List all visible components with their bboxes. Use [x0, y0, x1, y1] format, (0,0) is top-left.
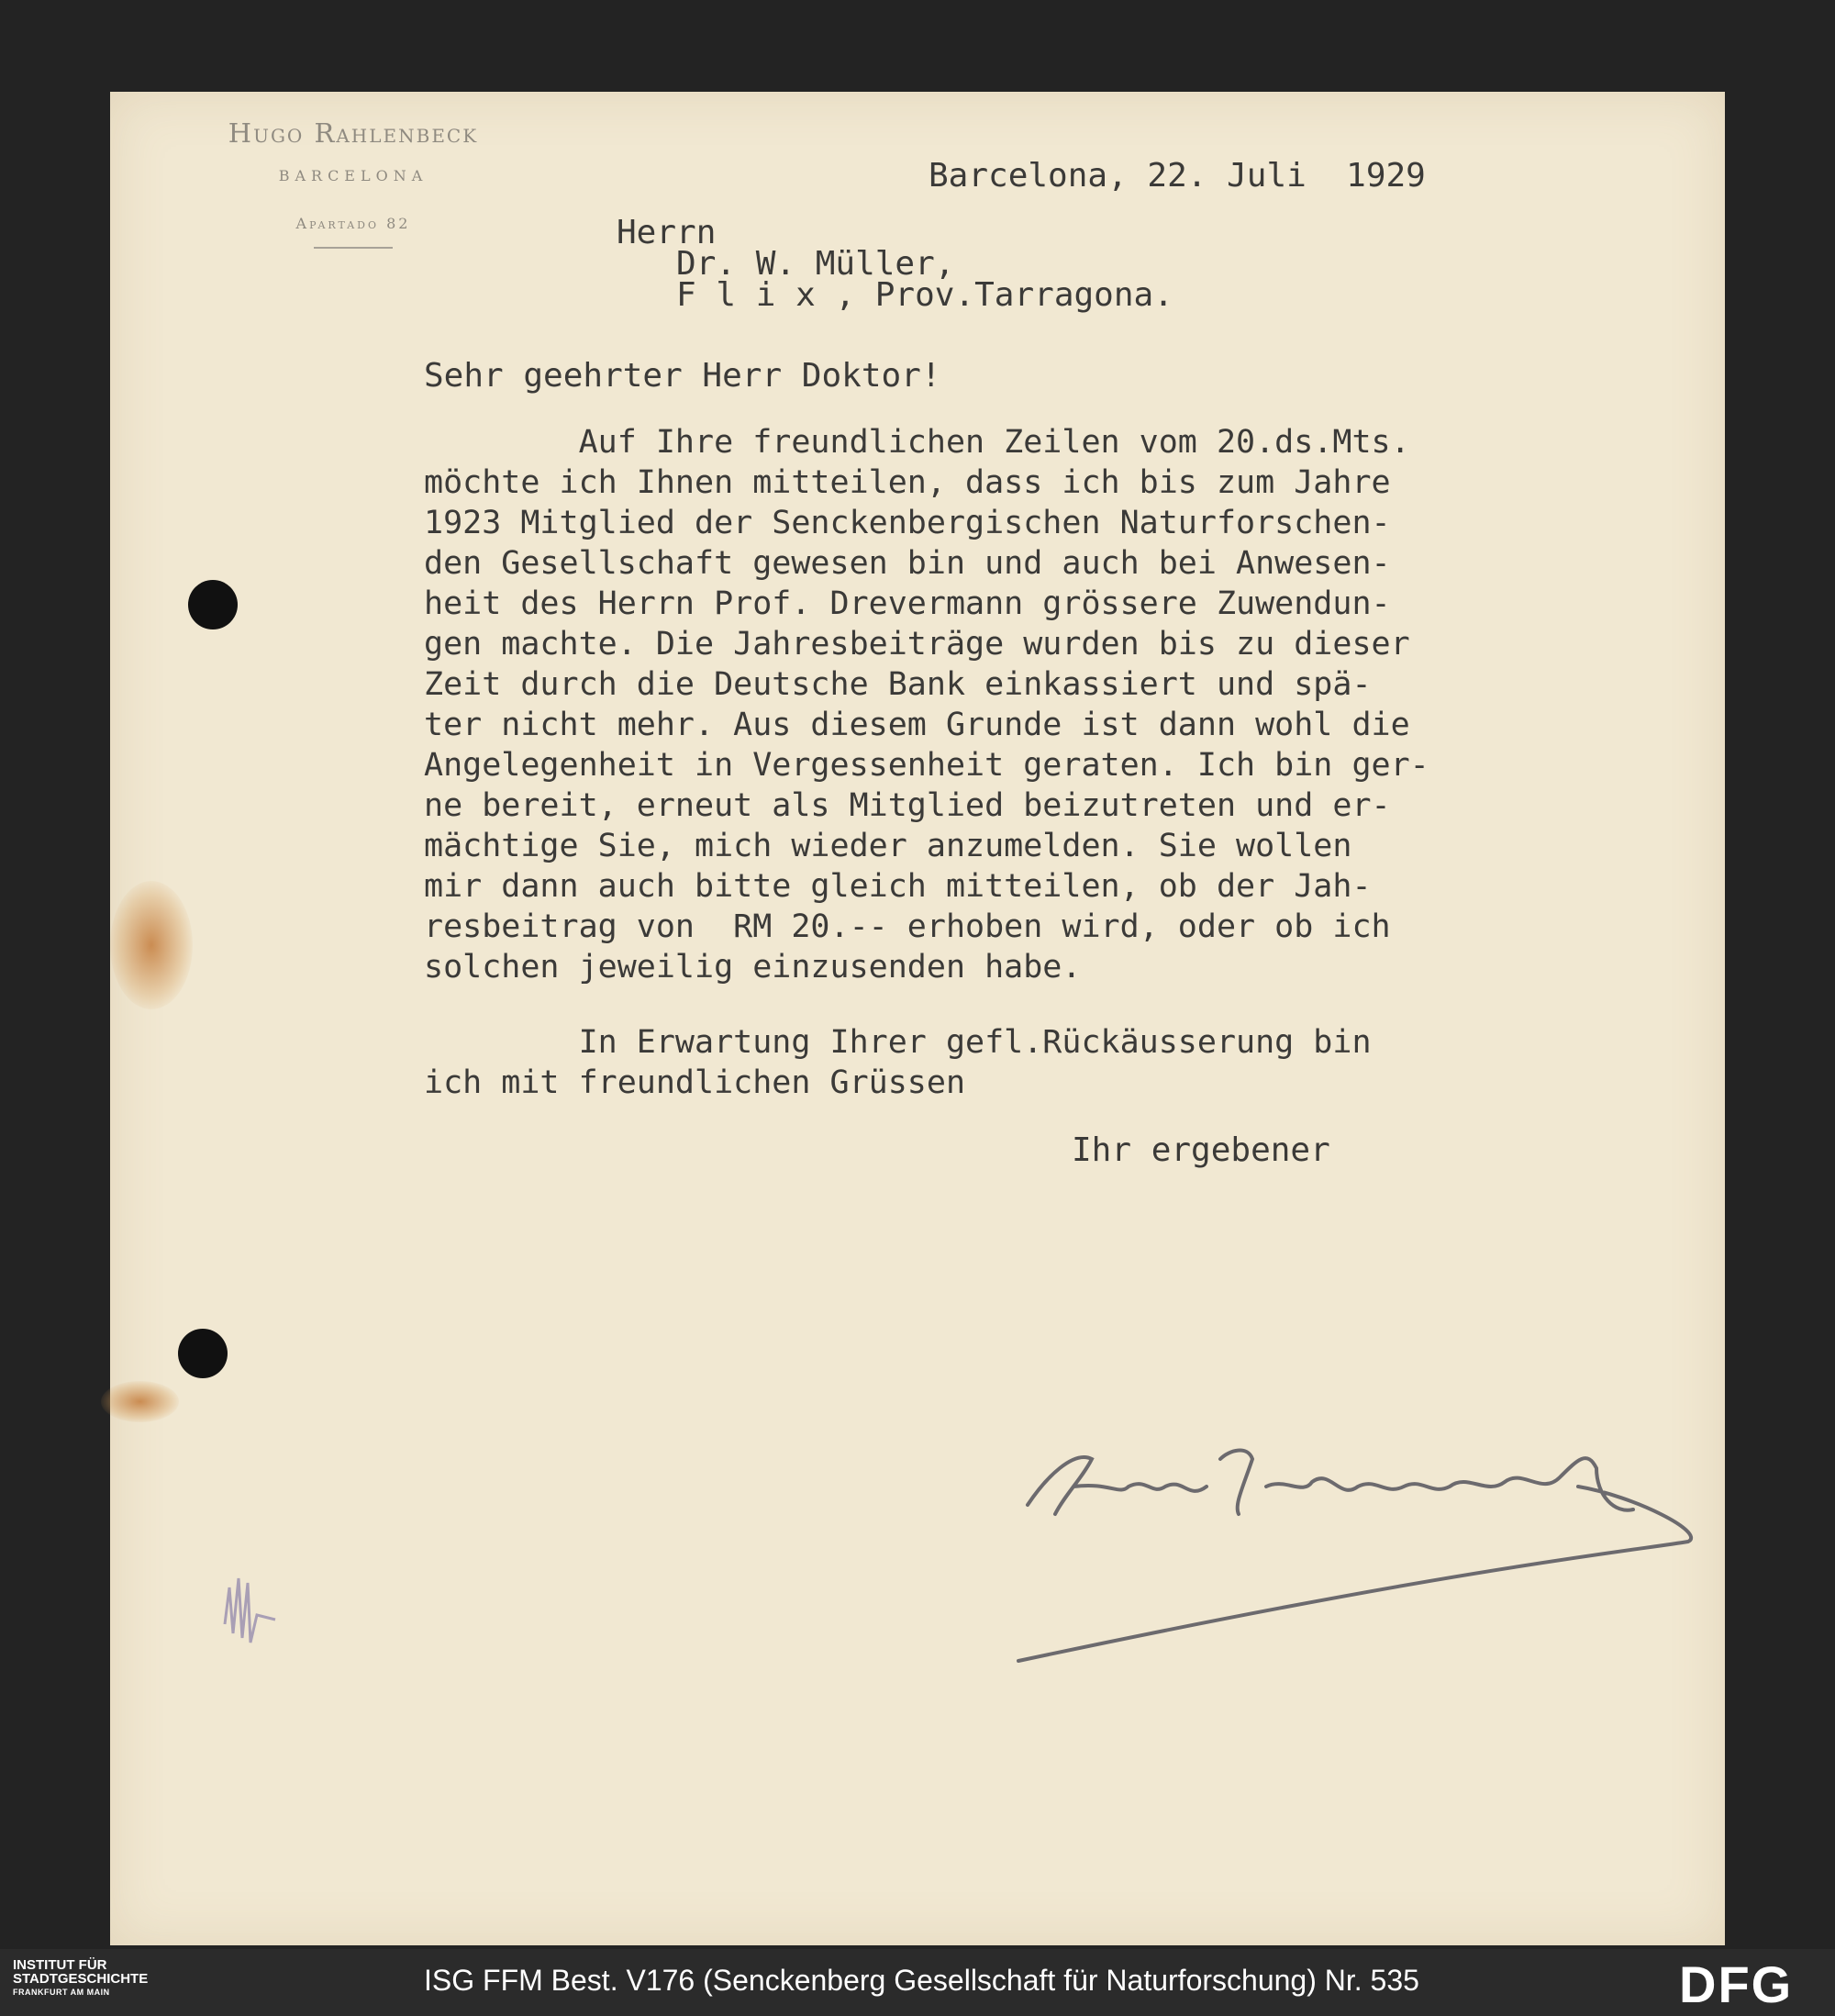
letterhead-rule	[314, 247, 393, 249]
body-line: ne bereit, erneut als Mitglied beizutreten und er-	[424, 787, 1391, 824]
letter-date: Barcelona, 22. Juli 1929	[929, 157, 1426, 195]
body-line: ter nicht mehr. Aus diesem Grunde ist dann wohl die	[424, 707, 1410, 743]
body-line: den Gesellschaft gewesen bin und auch bei Anwesen-	[424, 545, 1391, 582]
institution-line: FRANKFURT AM MAIN	[13, 1988, 110, 1997]
sign-off: Ihr ergebener	[1072, 1131, 1330, 1169]
body-line: Zeit durch die Deutsche Bank einkassiert und spä-	[424, 666, 1372, 703]
punch-hole-top	[188, 580, 238, 629]
letterhead-name: Hugo Rahlenbeck	[228, 117, 479, 149]
institution-line: STADTGESCHICHTE	[13, 1971, 149, 1987]
body-line: 1923 Mitglied der Senckenbergischen Naturforschen-	[424, 505, 1391, 541]
body-line: gen machte. Die Jahresbeiträge wurden bis zu dieser	[424, 626, 1410, 663]
rust-stain	[101, 1381, 179, 1422]
institution-label	[13, 1958, 148, 1999]
rust-stain	[110, 881, 193, 1009]
punch-hole-bottom	[178, 1329, 228, 1378]
institution-line: INSTITUT FÜR	[13, 1957, 107, 1973]
letterhead-city: BARCELONA	[278, 167, 428, 184]
salutation: Sehr geehrter Herr Doktor!	[424, 357, 941, 395]
signature-handwritten	[991, 1395, 1743, 1670]
body-line: resbeitrag von RM 20.-- erhoben wird, oder ob ich	[424, 908, 1391, 945]
body-line: mächtige Sie, mich wieder anzumelden. Sie wollen	[424, 828, 1352, 864]
body-line: Auf Ihre freundlichen Zeilen vom 20.ds.Mts.	[424, 424, 1410, 461]
dfg-logo: DFG	[1679, 1955, 1794, 2013]
closing-line: In Erwartung Ihrer gefl.Rückäusserung bin	[424, 1024, 1372, 1061]
archive-caption: ISG FFM Best. V176 (Senckenberg Gesellschaft für Naturforschung) Nr. 535	[424, 1964, 1419, 1997]
address-line: Herrn	[617, 214, 717, 251]
archive-initials-mark	[220, 1569, 294, 1652]
archive-footer	[0, 1949, 1835, 2016]
body-line: heit des Herrn Prof. Drevermann grössere Zuwendun-	[424, 585, 1391, 622]
body-line: solchen jeweilig einzusenden habe.	[424, 949, 1082, 986]
address-line: Dr. W. Müller,	[617, 245, 955, 283]
letterhead-postbox: Apartado 82	[295, 215, 411, 232]
body-line: möchte ich Ihnen mitteilen, dass ich bis zum Jahre	[424, 464, 1391, 501]
body-line: Angelegenheit in Vergessenheit geraten. Ich bin ger-	[424, 747, 1429, 784]
address-line: F l i x , Prov.Tarragona.	[617, 276, 1173, 314]
closing-line: ich mit freundlichen Grüssen	[424, 1064, 966, 1101]
body-line: mir dann auch bitte gleich mitteilen, ob der Jah-	[424, 868, 1372, 905]
